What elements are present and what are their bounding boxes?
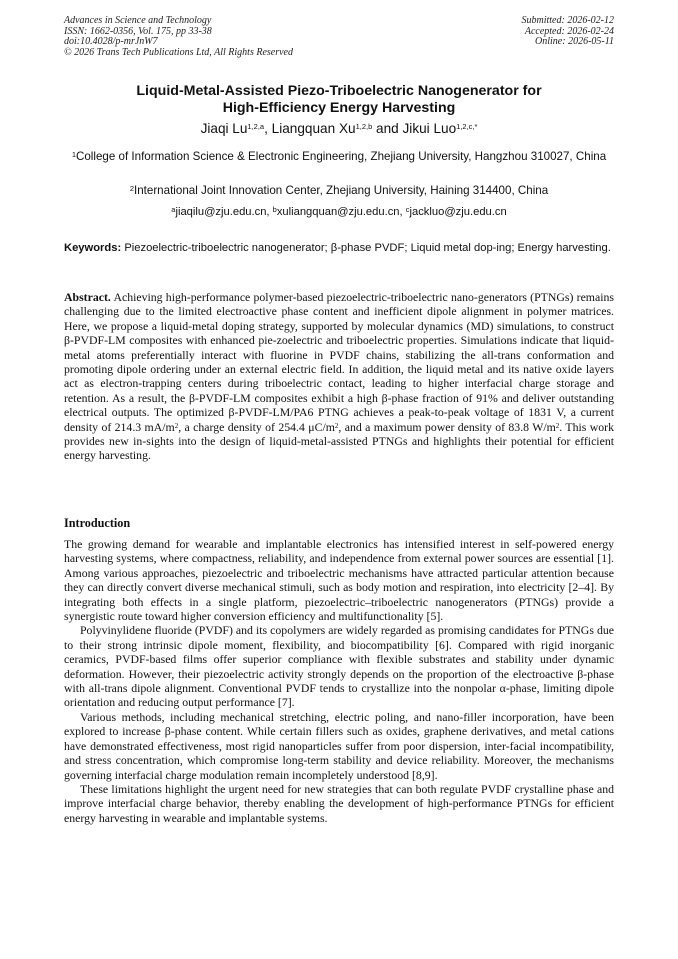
abstract-label: Abstract. xyxy=(64,290,111,304)
email-mark: b xyxy=(272,205,277,214)
email-link[interactable]: jackluo@zju.edu.cn xyxy=(409,206,507,218)
publication-dates xyxy=(522,16,615,48)
affiliation xyxy=(64,183,614,200)
abstract-text: , a charge density of 254.4 μC/m xyxy=(178,419,335,434)
author-separator: and xyxy=(372,121,403,136)
date-accepted: Accepted: 2026-02-24 xyxy=(524,25,614,37)
affiliation-text: International Joint Innovation Center, Zhejiang University, Haining 314400, China xyxy=(133,184,549,197)
author-name: Jikui Luo xyxy=(402,121,457,136)
paper-title xyxy=(64,83,614,117)
affiliation-mark: 2 xyxy=(129,184,134,193)
author-separator: , xyxy=(264,121,272,136)
author-name: Jiaqi Lu xyxy=(200,121,248,136)
affiliation-text: College of Information Science & Electronic Engineering, Zhejiang University, Hangzhou 310027, China xyxy=(75,150,607,163)
paper-title-line: High-Efficiency Energy Harvesting xyxy=(222,100,456,116)
journal-doi: doi:10.4028/p-mrJnW7 xyxy=(64,36,158,47)
unit-exponent: 2 xyxy=(555,421,560,430)
email-link[interactable]: xuliangquan@zju.edu.cn, xyxy=(276,206,406,218)
email-mark: c xyxy=(405,205,410,214)
journal-name: Advances in Science and Technology xyxy=(64,15,212,26)
author-list xyxy=(64,121,614,137)
date-online: Online: 2026-05-11 xyxy=(535,36,614,47)
affiliation xyxy=(64,149,614,166)
author-affiliation-mark: 1,2,c,* xyxy=(456,122,478,131)
date-submitted: Submitted: 2026-02-12 xyxy=(521,15,614,26)
email-link[interactable]: jiaqilu@zju.edu.cn, xyxy=(175,206,273,218)
introduction-section xyxy=(64,537,614,825)
abstract-text: Achieving high-performance polymer-based piezoelectric-triboelectric nano-generators (PTNGs) remains challenging due to the limited electroactive phase content and inefficient dipole alignment in polymer matrices. Here, we propose a liquid-metal doping strategy, supported by molecular dynamics (MD) simulations, to construct β-PVDF-LM composites with enhanced pie-zoelectric and triboelectric properties. Simulations indicate that liquid-metal atoms preferentially interact with fluorine in PVDF chains, stabilizing the all-trans conformation and promoting dipole ordering under an external electric field. In addition, the liquid metal and its native oxide layers act as electron-trapping centers during triboelectric contact, leading to higher interfacial charge storage and retention. As a result, the β-PVDF-LM composites exhibit a high β-phase fraction of 91% and deliver outstanding electrical outputs. The optimized β-PVDF-LM/PA6 PTNG achieves a peak-to-peak voltage of 1831 V, a current density of 214.3 mA/m xyxy=(64,290,614,434)
keywords-label: Keywords: xyxy=(64,242,122,254)
abstract-text: , and a maximum power density of 83.8 W/m xyxy=(338,419,556,434)
body-paragraph: Various methods, including mechanical stretching, electric poling, and nano-filler incorporation, have been explored to increase β-phase content. While certain fillers such as oxides, graphene derivatives, and metal cations have demonstrated effectiveness, most rigid nanoparticles suffer from poor dispersion, inter-facial incompatibility, and stress concentration, which compromise long-term stability and device reliability. Moreover, the mechanisms governing interfacial charge modulation remain incompletely understood [8,9]. xyxy=(64,709,614,782)
journal-info xyxy=(64,16,293,58)
keywords-section xyxy=(64,241,614,255)
unit-exponent: 2 xyxy=(174,421,179,430)
abstract-section xyxy=(64,290,614,463)
author-affiliation-mark: 1,2,a xyxy=(247,122,265,131)
unit-exponent: 2 xyxy=(334,421,339,430)
email-mark: a xyxy=(171,205,176,214)
body-paragraph: Polyvinylidene fluoride (PVDF) and its copolymers are widely regarded as promising candidates for PTNGs due to their strong intrinsic dipole moment, flexibility, and biocompatibility [6]. Compared with rigid inorganic ceramics, PVDF-based films offer superior compliance with flexible substrates and stability under dynamic deformation. However, their piezoelectric activity strongly depends on the proportion of the electroactive β-phase with all-trans dipole alignment. Conventional PVDF tends to crystallize into the nonpolar α-phase, limiting dipole orientation and reducing output performance [7]. xyxy=(64,623,614,710)
author-name: Liangquan Xu xyxy=(271,121,356,136)
paper-title-line: Liquid-Metal-Assisted Piezo-Triboelectric Nanogenerator for xyxy=(136,83,542,99)
journal-copyright: © 2026 Trans Tech Publications Ltd, All Rights Reserved xyxy=(64,46,293,58)
affiliation-mark: 1 xyxy=(71,150,76,159)
body-paragraph: These limitations highlight the urgent need for new strategies that can both regulate PVDF crystalline phase and improve interfacial charge behavior, thereby enabling the development of high-performance PTNGs for efficient energy harvesting in wearable and implantable systems. xyxy=(64,781,614,825)
abstract-text: . This work provides new in-sights into the design of liquid-metal-assisted PTNGs and highlights their potential for efficient energy harvesting. xyxy=(64,419,614,463)
section-heading: Introduction xyxy=(64,516,131,530)
author-emails xyxy=(64,205,614,219)
keywords-text: Piezoelectric-triboelectric nanogenerator; β-phase PVDF; Liquid metal dop-ing; Energy harvesting. xyxy=(124,242,611,254)
journal-issn: ISSN: 1662-0356, Vol. 175, pp 33-38 xyxy=(64,25,212,37)
author-affiliation-mark: 1,2,b xyxy=(355,122,373,131)
body-paragraph: The growing demand for wearable and implantable electronics has intensified interest in self-powered energy harvesting systems, where compactness, reliability, and independence from external power sources are essential [1]. Among various approaches, piezoelectric and triboelectric mechanisms have attracted particular attention because they can directly convert diverse mechanical stimuli, such as body motion and respiration, into electricity [2–4]. By integrating both effects in a single platform, piezoelectric–triboelectric nanogenerators (PTNGs) provide a synergistic route toward higher conversion efficiency and multifunctionality [5]. xyxy=(64,537,614,624)
